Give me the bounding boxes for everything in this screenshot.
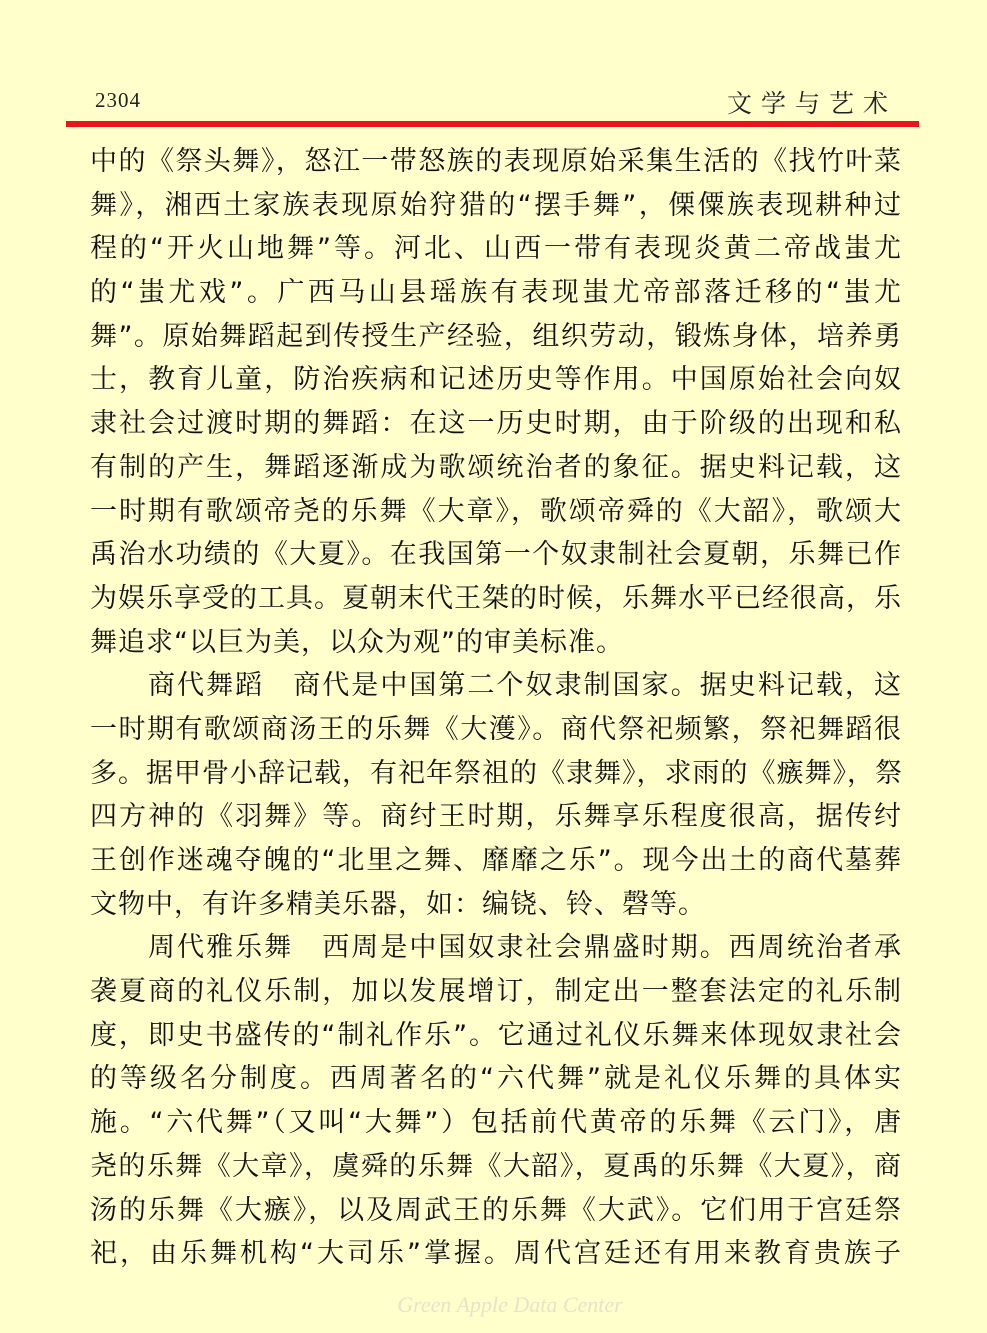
body-line: 士，教育儿童，防治疾病和记述历史等作用。中国原始社会向奴 xyxy=(90,364,902,396)
body-line: 祀，由乐舞机构“大司乐”掌握。周代宫廷还有用来教育贵族子 xyxy=(90,1238,902,1270)
body-line: 周代雅乐舞 西周是中国奴隶社会鼎盛时期。西周统治者承 xyxy=(148,932,902,964)
body-line: 文物中，有许多精美乐器，如：编铙、铃、磬等。 xyxy=(90,888,706,920)
watermark: Green Apple Data Center xyxy=(397,1292,623,1317)
body-line: 舞”。原始舞蹈起到传授生产经验，组织劳动，锻炼身体，培养勇 xyxy=(90,320,902,352)
body-line: 隶社会过渡时期的舞蹈：在这一历史时期，由于阶级的出现和私 xyxy=(90,408,902,440)
body-text xyxy=(90,140,902,1276)
body-line: 施。“六代舞”（又叫“大舞”）包括前代黄帝的乐舞《云门》，唐 xyxy=(90,1107,902,1139)
body-line: 四方神的《羽舞》等。商纣王时期，乐舞享乐程度很高，据传纣 xyxy=(90,801,902,833)
body-line: 舞》，湘西土家族表现原始狩猎的“摆手舞”，傈僳族表现耕种过 xyxy=(90,189,902,221)
body-line: 商代舞蹈 商代是中国第二个奴隶制国家。据史料记载，这 xyxy=(148,670,902,702)
body-line: 为娱乐享受的工具。夏朝末代王桀的时候，乐舞水平已经很高，乐 xyxy=(90,582,902,614)
body-line: 中的《祭头舞》，怒江一带怒族的表现原始采集生活的《找竹叶菜 xyxy=(90,146,902,177)
body-line: 一时期有歌颂帝尧的乐舞《大章》，歌颂帝舜的《大韶》，歌颂大 xyxy=(90,495,902,527)
body-line: 多。据甲骨小辞记载，有祀年祭祖的《隶舞》，求雨的《瘯舞》，祭 xyxy=(90,757,903,789)
body-line: 王创作迷魂夺魄的“北里之舞、靡靡之乐”。现今出土的商代墓葬 xyxy=(90,845,902,876)
body-line: 度，即史书盛传的“制礼作乐”。它通过礼仪乐舞来体现奴隶社会 xyxy=(90,1019,902,1051)
body-line: 的等级名分制度。西周著名的“六代舞”就是礼仪乐舞的具体实 xyxy=(90,1063,902,1095)
body-line: 一时期有歌颂商汤王的乐舞《大濩》。商代祭祀频繁，祭祀舞蹈很 xyxy=(90,713,902,745)
body-line: 汤的乐舞《大瘯》，以及周武王的乐舞《大武》。它们用于宫廷祭 xyxy=(90,1194,902,1226)
header-rule xyxy=(66,121,919,127)
body-line: 有制的产生，舞蹈逐渐成为歌颂统治者的象征。据史料记载，这 xyxy=(90,451,902,483)
body-line: 袭夏商的礼仪乐制，加以发展增订，制定出一整套法定的礼乐制 xyxy=(90,976,902,1008)
body-line: 尧的乐舞《大章》，虞舜的乐舞《大韶》，夏禹的乐舞《大夏》，商 xyxy=(90,1150,902,1182)
page-number: 2304 xyxy=(95,88,141,112)
body-line: 舞追求“以巨为美，以众为观”的审美标准。 xyxy=(90,626,624,658)
section-title: 文学与艺术 xyxy=(726,89,897,118)
body-line: 禹治水功绩的《大夏》。在我国第一个奴隶制社会夏朝，乐舞已作 xyxy=(90,539,902,571)
body-line: 程的“开火山地舞”等。河北、山西一带有表现炎黄二帝战蚩尤 xyxy=(90,233,902,265)
body-line: 的“蚩尤戏”。广西马山县瑶族有表现蚩尤帝部落迁移的“蚩尤 xyxy=(90,277,902,309)
